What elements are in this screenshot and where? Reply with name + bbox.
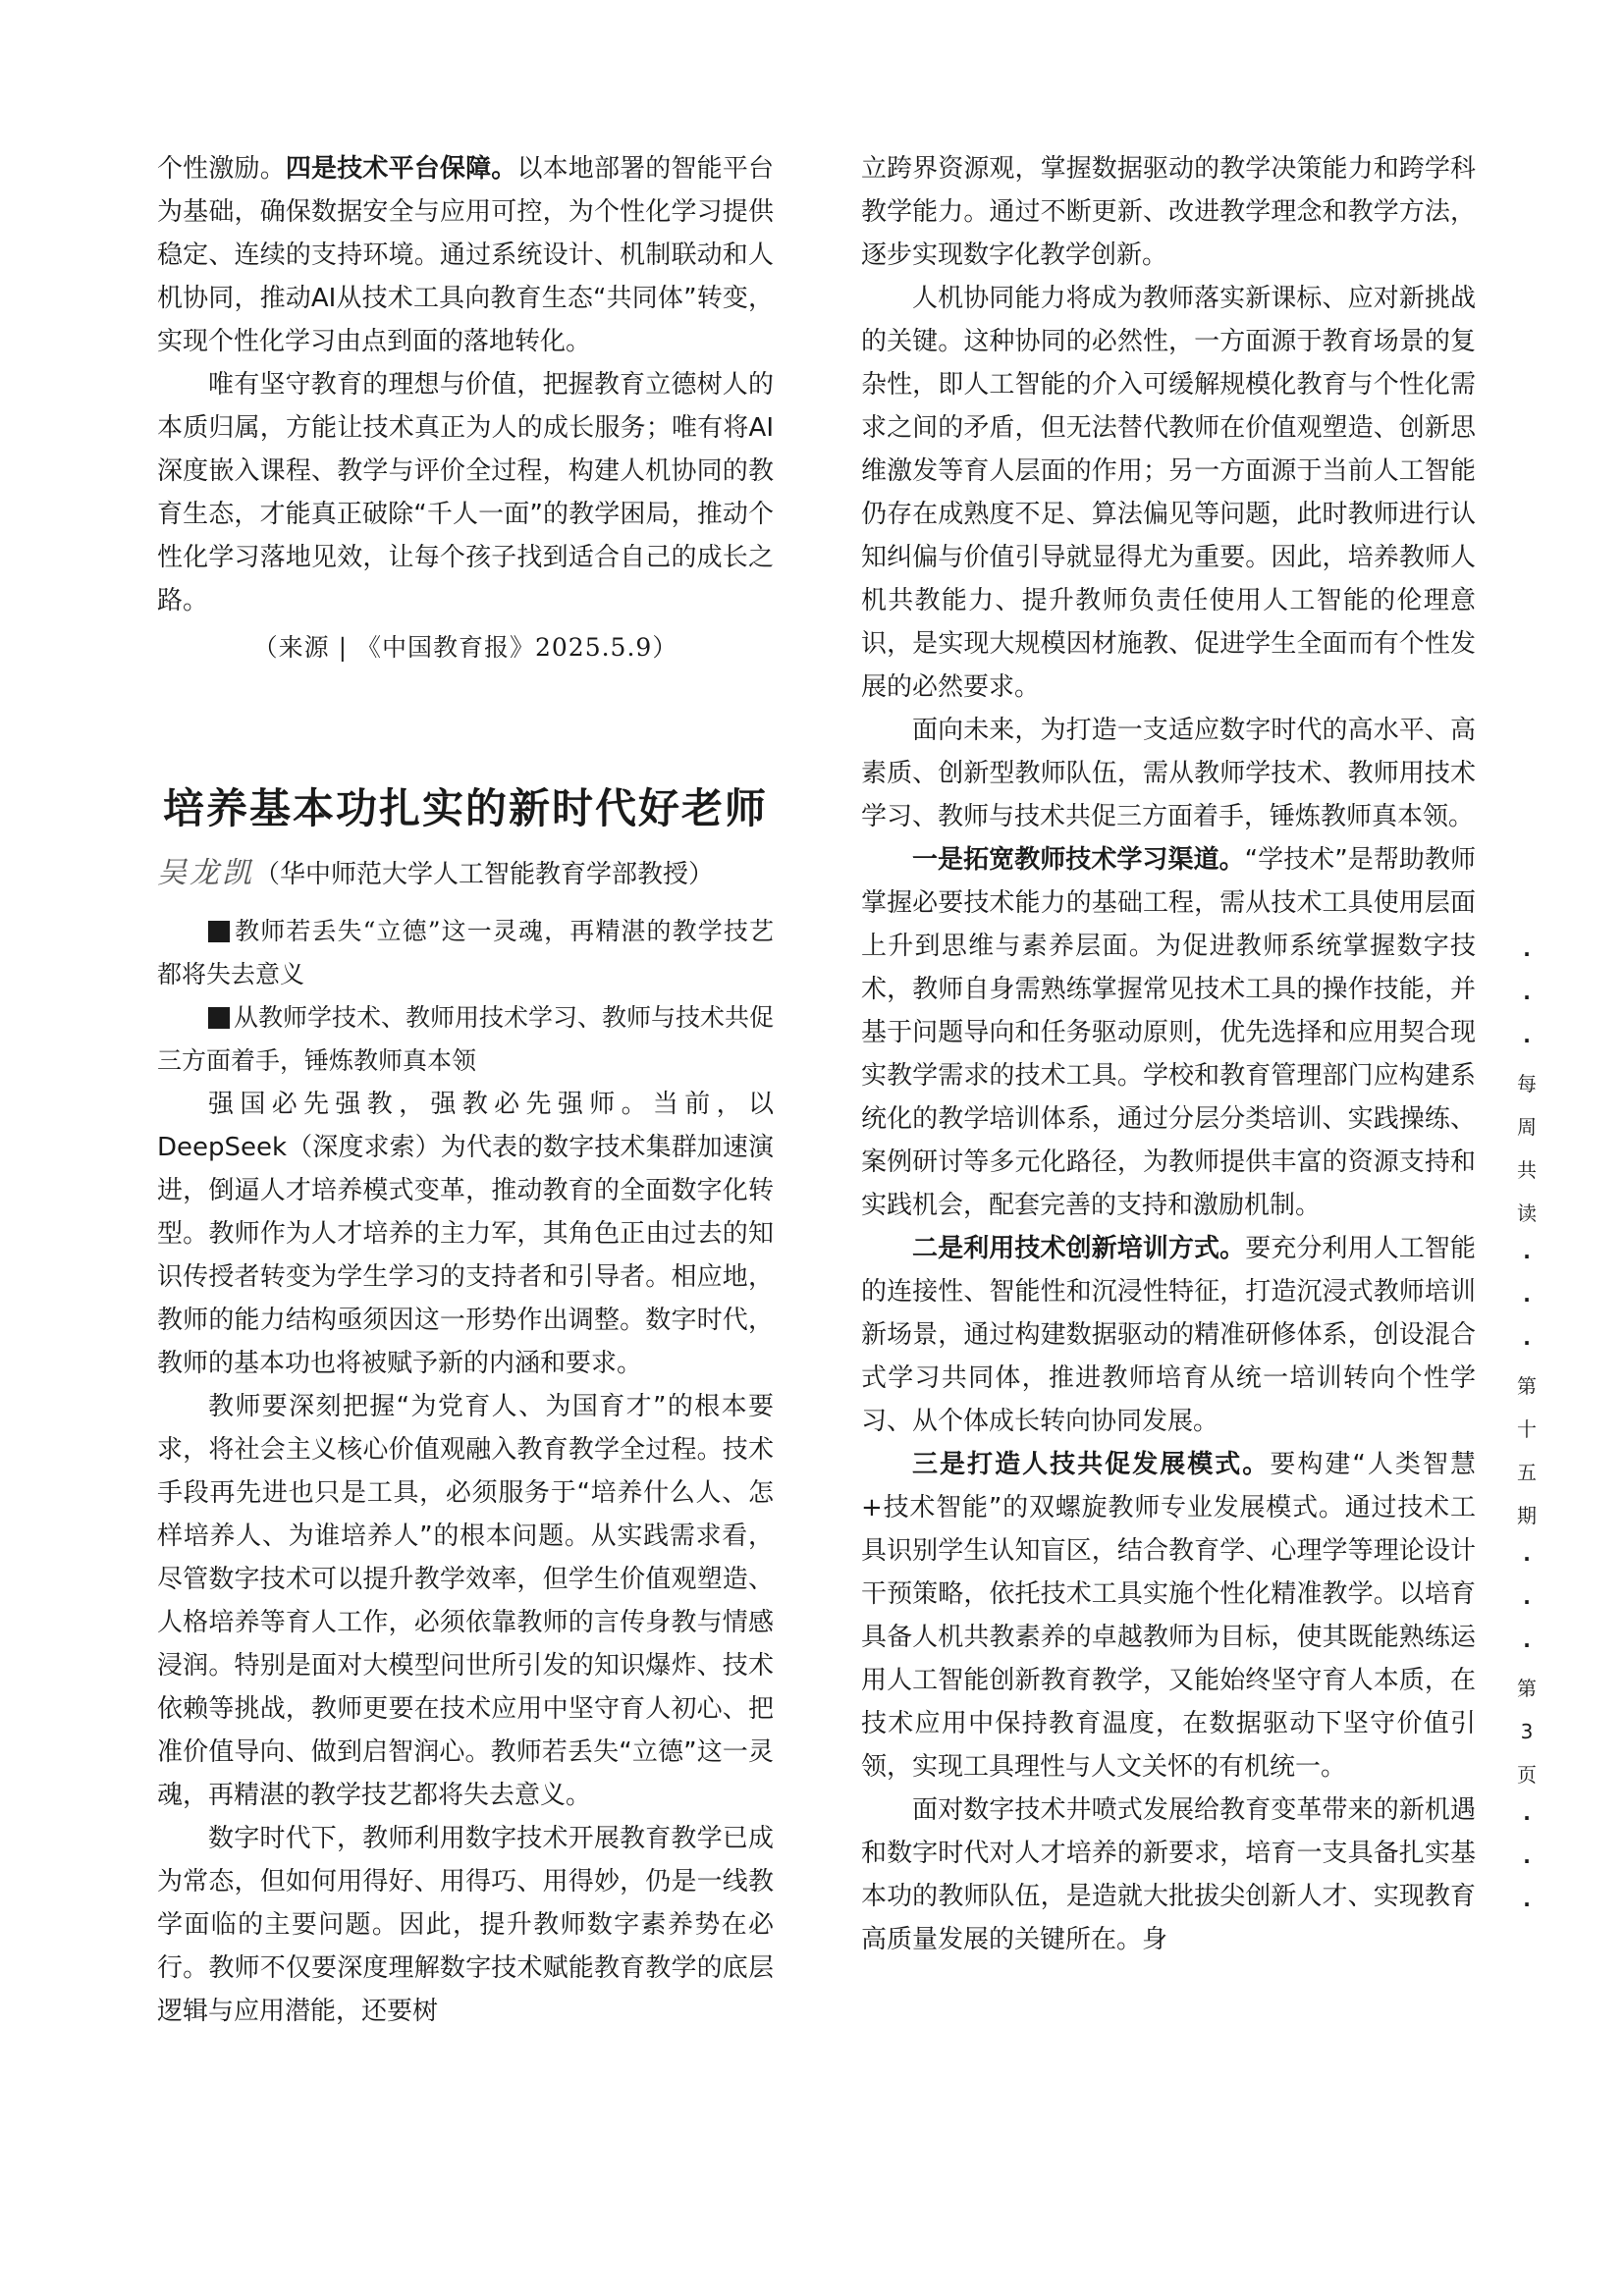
right-paragraph-5 <box>861 1443 1476 1789</box>
sidebar-char: · <box>1523 1331 1531 1355</box>
sidebar-char: · <box>1523 1029 1531 1052</box>
paragraph-text: 人机协同能力将成为教师落实新课标、应对新挑战的关键。这种协同的必然性，一方面源于教育场景的复杂性，即人工智能的介入可缓解规模化教育与个性化需求之间的矛盾，但无法替代教师在价值观塑造、创新思维激发等育人层面的作用；另一方面源于当前人工智能仍存在成熟度不足、算法偏见等问题，此时教师进行认知纠偏与价值引导就显得尤为重要。因此，培养教师人机共教能力、提升教师负责任使用人工智能的伦理意识，是实现大规模因材施教、促进学生全面而有个性发展的必然要求。 <box>861 284 1476 702</box>
intro-pre-text: 个性激励。 <box>157 154 286 184</box>
paragraph-bold-lead: 二是利用技术创新培训方式。 <box>912 1234 1246 1263</box>
intro-paragraph-1 <box>157 147 774 363</box>
summary-text: 从教师学技术、教师用技术学习、教师与技术共促三方面着手，锤炼教师真本领 <box>157 1003 775 1075</box>
sidebar-char: · <box>1523 1288 1531 1311</box>
sidebar-char: 页 <box>1517 1763 1537 1787</box>
sidebar-char: · <box>1523 1590 1531 1614</box>
summary-point-2 <box>157 996 774 1083</box>
right-column <box>861 147 1476 1961</box>
square-bullet-icon <box>208 1007 230 1029</box>
intro-paragraph-2: 唯有坚守教育的理想与价值，把握教育立德树人的本质归属，方能让技术真正为人的成长服务；唯有将AI深度嵌入课程、教学与评价全过程，构建人机协同的教育生态，才能真正破除“千人一面”的教学困局，推动个性化学习落地见效，让每个孩子找到适合自己的成长之路。 <box>157 370 774 615</box>
sidebar-char: · <box>1523 1893 1531 1916</box>
sidebar-char: 十 <box>1517 1417 1537 1441</box>
sidebar-char: · <box>1523 1806 1531 1830</box>
right-paragraph-6 <box>861 1789 1476 1961</box>
right-paragraph-4 <box>861 1227 1476 1443</box>
summary-point-1 <box>157 910 774 996</box>
intro-text: 以本地部署的智能平台为基础，确保数据安全与应用可控，为个性化学习提供稳定、连续的支持环境。通过系统设计、机制联动和人机协同，推动AI从技术工具向教育生态“共同体”转变，实现个性化学习由点到面的落地转化。 <box>157 154 774 356</box>
body-paragraph-2: 教师要深刻把握“为党育人、为国育才”的根本要求，将社会主义核心价值观融入教育教学全过程。技术手段再先进也只是工具，必须服务于“培养什么人、怎样培养人、为谁培养人”的根本问题。从实践需求看，尽管数字技术可以提升教学效率，但学生价值观塑造、人格培养等育人工作，必须依靠教师的言传身教与情感浸润。特别是面对大模型问世所引发的知识爆炸、技术依赖等挑战，教师更要在技术应用中坚守育人初心、把准价值导向、做到启智润心。教师若丢失“立德”这一灵魂，再精湛的教学技艺都将失去意义。 <box>157 1392 774 1810</box>
sidebar-char: 读 <box>1517 1201 1537 1225</box>
intro-bold-lead: 四是技术平台保障。 <box>285 154 517 184</box>
summary-text: 教师若丢失“立德”这一灵魂，再精湛的教学技艺都将失去意义 <box>157 917 774 988</box>
article-title: 培养基本功扎实的新时代好老师 <box>162 784 768 832</box>
square-bullet-icon <box>208 921 230 942</box>
paragraph-text: 要充分利用人工智能的连接性、智能性和沉浸性特征，打造沉浸式教师培训新场景，通过构建数据驱动的精准研修体系，创设混合式学习共同体，推进教师培育从统一培训转向个性学习、从个体成长转向协同发展。 <box>861 1234 1476 1436</box>
sidebar-char: 第 <box>1517 1677 1537 1700</box>
sidebar-char: · <box>1523 1245 1531 1268</box>
byline <box>157 852 774 896</box>
sidebar-char: 五 <box>1517 1461 1537 1484</box>
sidebar-char: · <box>1523 942 1531 966</box>
continuation-paragraph: 立跨界资源观，掌握数据驱动的教学决策能力和跨学科教学能力。通过不断更新、改进教学理念和教学方法，逐步实现数字化教学创新。 <box>861 154 1476 270</box>
sidebar-char: · <box>1523 1547 1531 1571</box>
sidebar-char: 共 <box>1517 1158 1537 1182</box>
right-paragraph-1 <box>861 277 1476 709</box>
sidebar-char: 期 <box>1517 1504 1537 1527</box>
paragraph-text: 面对数字技术井喷式发展给教育变革带来的新机遇和数字时代对人才培养的新要求，培育一支具备扎实基本功的教师队伍，是造就大批拔尖创新人才、实现教育高质量发展的关键所在。身 <box>861 1795 1476 1954</box>
sidebar-issue-label <box>1507 933 1546 1926</box>
source-citation: （来源 | 《中国教育报》2025.5.9） <box>252 633 678 662</box>
paragraph-text: 面向未来，为打造一支适应数字时代的高水平、高素质、创新型教师队伍，需从教师学技术、教师用技术学习、教师与技术共促三方面着手，锤炼教师真本领。 <box>861 716 1476 831</box>
sidebar-char: 周 <box>1517 1115 1537 1139</box>
body-paragraph-3: 数字时代下，教师利用数字技术开展教育教学已成为常态，但如何用得好、用得巧、用得妙，仍是一线教学面临的主要问题。因此，提升教师数字素养势在必行。教师不仅要深度理解数字技术赋能教育教学的底层逻辑与应用潜能，还要树 <box>157 1824 774 2026</box>
sidebar-char: 第 <box>1517 1374 1537 1398</box>
sidebar-char: 每 <box>1517 1072 1537 1095</box>
sidebar-char: · <box>1523 1849 1531 1873</box>
sidebar-char: · <box>1523 1633 1531 1657</box>
right-paragraph-3 <box>861 838 1476 1227</box>
sidebar-char: · <box>1523 986 1531 1009</box>
body-paragraph-1: 强国必先强教，强教必先强师。当前，以DeepSeek（深度求索）为代表的数字技术集群加速演进，倒逼人才培养模式变革，推动教育的全面数字化转型。教师作为人才培养的主力军，其角色正由过去的知识传授者转变为学生学习的支持者和引导者。相应地，教师的能力结构亟须因这一形势作出调整。数字时代，教师的基本功也将被赋予新的内涵和要求。 <box>157 1090 774 1378</box>
right-paragraph-2 <box>861 709 1476 838</box>
author-affiliation: （华中师范大学人工智能教育学部教授） <box>254 860 715 889</box>
paragraph-text: 要构建“人类智慧+技术智能”的双螺旋教师专业发展模式。通过技术工具识别学生认知盲区，结合教育学、心理学等理论设计干预策略，依托技术工具实施个性化精准教学。以培育具备人机共教素养的卓越教师为目标，使其既能熟练运用人工智能创新教育教学，又能始终坚守育人本质，在技术应用中保持教育温度，在数据驱动下坚守价值引领，实现工具理性与人文关怀的有机统一。 <box>861 1450 1476 1782</box>
left-column <box>157 147 774 2033</box>
paragraph-text: “学技术”是帮助教师掌握必要技术能力的基础工程，需从技术工具使用层面上升到思维与素养层面。为促进教师系统掌握数字技术，教师自身需熟练掌握常见技术工具的操作技能，并基于问题导向和任务驱动原则，优先选择和应用契合现实教学需求的技术工具。学校和教育管理部门应构建系统化的教学培训体系，通过分层分类培训、实践操练、案例研讨等多元化路径，为教师提供丰富的资源支持和实践机会，配套完善的支持和激励机制。 <box>861 845 1476 1220</box>
paragraph-bold-lead: 三是打造人技共促发展模式。 <box>912 1450 1271 1479</box>
paragraph-bold-lead: 一是拓宽教师技术学习渠道。 <box>912 845 1245 875</box>
sidebar-char: 3 <box>1520 1720 1534 1743</box>
author-name: 吴龙凯 <box>157 856 254 890</box>
